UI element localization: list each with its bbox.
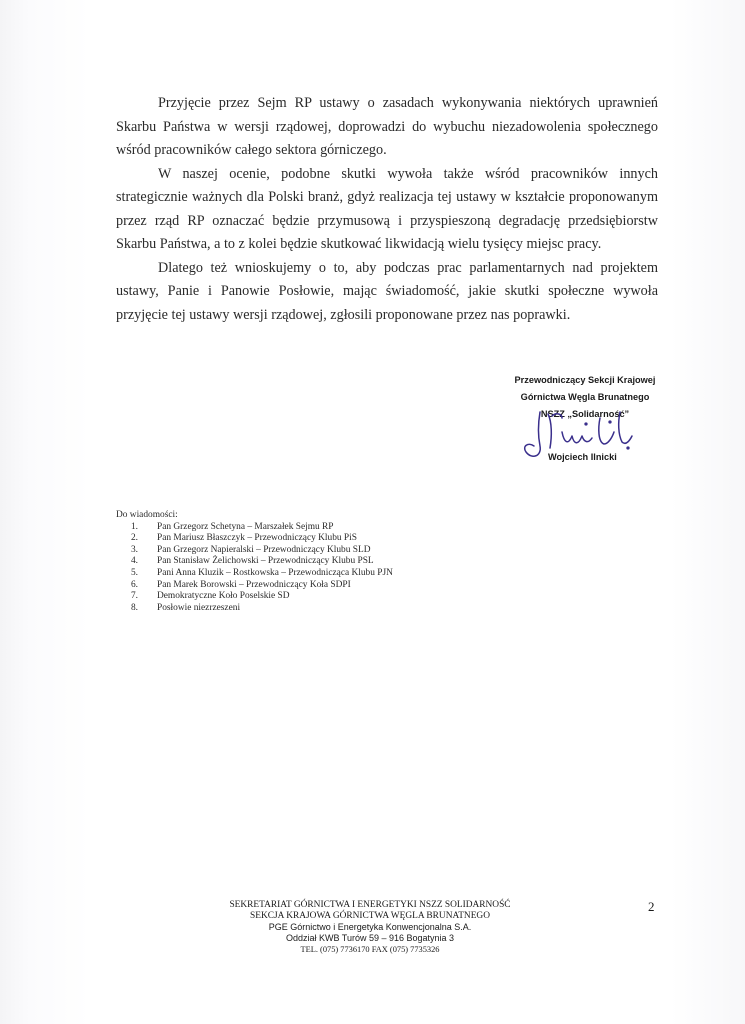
distribution-list [116,510,393,614]
paragraph-2: W naszej ocenie, podobne skutki wywoła także wśród pracowników innych strategicznie ważnych dla Polski branż, gdyż realizacja tej ustawy w kształcie proponowanym przez rząd RP oznaczać będzie przymusową i przyspieszoną degradację przedsiębiorstw Skarbu Państwa, a to z kolei będzie skutkować likwidacją wielu tysięcy miejsc pracy. [116,165,658,252]
list-item [116,522,393,534]
list-item-text: Pan Marek Borowski – Przewodniczący Koła SDPI [157,579,351,590]
paragraph-1: Przyjęcie przez Sejm RP ustawy o zasadach wykonywania niektórych uprawnień Skarbu Państwa w wersji rządowej, doprowadzi do wybuchu niezadowolenia społecznego wśród pracowników całego sektora górniczego. [116,95,658,158]
footer-line-4: Oddział KWB Turów 59 – 916 Bogatynia 3 [285,933,455,943]
signatory-name: Wojciech Ilnicki [548,452,617,462]
letterhead-footer [200,900,540,955]
list-item-text: Pan Mariusz Błaszczyk – Przewodniczący Klubu PiS [157,533,357,544]
page-number: 2 [648,899,655,914]
list-item [116,591,393,603]
footer-line-3: PGE Górnictwo i Energetyka Konwencjonalna S.A. [268,922,472,932]
paragraph-3: Dlatego też wnioskujemy o to, aby podczas prac parlamentarnych nad projektem ustawy, Panie i Panowie Posłowie, mając świadomość, jakie skutki społeczne wywoła przyjęcie tej ustawy wersji rządowej, zgłosili proponowane przez nas poprawki. [116,259,658,323]
list-item [116,533,393,545]
list-item-number: 5. [130,567,138,578]
list-item [116,568,393,580]
list-item-number: 8. [130,602,138,613]
list-item [116,545,393,557]
distribution-list-items [116,522,393,615]
list-item-text: Pan Grzegorz Napieralski – Przewodniczący Klubu SLD [157,544,371,555]
letter-body [116,92,658,327]
list-item-number: 4. [130,556,138,567]
list-item-number: 2. [130,533,138,544]
list-item-number: 6. [130,579,138,590]
list-item-text: Pan Stanisław Żelichowski – Przewodniczący Klubu PSL [157,556,374,567]
footer-line-5: TEL. (075) 7736170 FAX (075) 7735326 [300,945,440,954]
list-item-number: 1. [130,521,138,532]
list-item-number: 3. [130,544,138,555]
footer-line-2: SEKCJA KRAJOWA GÓRNICTWA WĘGLA BRUNATNEGO [250,911,490,921]
signatory-title-line-1: Przewodniczący Sekcji Krajowej [514,375,656,385]
list-item-text: Posłowie niezrzeszeni [157,602,241,613]
list-item [116,556,393,568]
list-item-number: 7. [130,591,138,602]
list-item [116,580,393,592]
list-item-text: Pan Grzegorz Schetyna – Marszałek Sejmu RP [157,521,334,532]
signatory-title-line-2: Górnictwa Węgla Brunatnego [520,392,650,402]
list-item-text: Pani Anna Kluzik – Rostkowska – Przewodnicząca Klubu PJN [157,567,393,578]
signatory-title-line-3: NSZZ „Solidarność” [540,409,630,419]
footer-line-1: SEKRETARIAT GÓRNICTWA I ENERGETYKI NSZZ SOLIDARNOŚĆ [229,900,511,910]
distribution-list-title: Do wiadomości: [116,510,178,520]
list-item [116,603,393,615]
list-item-text: Demokratyczne Koło Poselskie SD [157,591,290,602]
